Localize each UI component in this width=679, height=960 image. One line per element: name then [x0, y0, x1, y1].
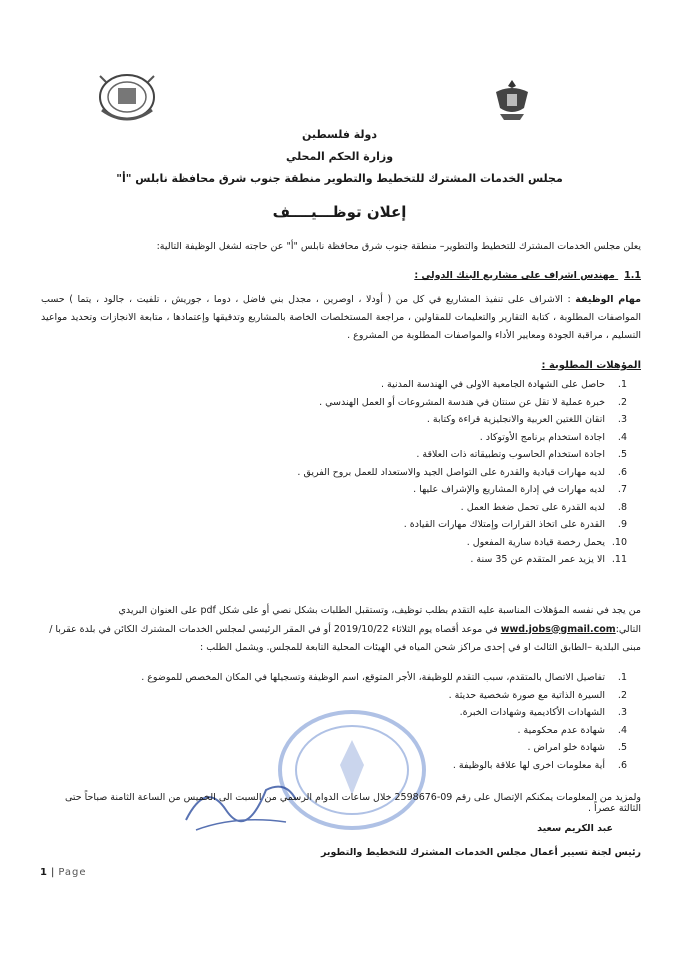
list-item — [59, 376, 627, 394]
item-number: 4. — [617, 724, 627, 736]
application-line: في موعد أقصاه يوم الثلاثاء 2019/10/22 أو في المقر الرئيسي لمجلس الخدمات المشترك الكائن في بلدة عقربا / — [49, 623, 501, 635]
item-text: حاصل على الشهادة الجامعية الاولى في الهندسة المدنية . — [381, 379, 605, 390]
ministry-name: وزارة الحكم المحلي — [285, 150, 394, 163]
contact-text: ولمزيد من المعلومات يمكنكم الإتصال على رقم 09-2598676 خلال ساعات الدوام الرسمي من السبت الى الخميس من الساعة الثامنة صباحاً حتى الثالثة عصراً . — [64, 792, 641, 814]
country-name: دولة فلسطين — [301, 128, 378, 141]
application-line: من يجد في نفسه المؤهلات المناسبة عليه التقدم بطلب توظيف، وتستقبل الطلبات بشكل نصي أو على شكل pdf على العنوان البريدي — [118, 605, 641, 616]
item-text: السيرة الذاتية مع صورة شخصية حديثة . — [448, 689, 605, 701]
application-line: مبنى البلدية –الطابق الثالث او في إحدى مراكز شحن المياه في الهيئات المحلية التابعة للمجلس. ويشمل الطلب : — [199, 642, 641, 653]
list-item — [59, 534, 627, 552]
list-item — [59, 464, 627, 482]
item-text: اتقان اللغتين العربية والانجليزية قراءة وكتابة . — [426, 414, 605, 425]
duties-label: مهام الوظيفة — [575, 294, 641, 305]
item-number: 11. — [611, 554, 627, 565]
application-line: التالي: — [615, 623, 641, 635]
item-text: شهادة خلو امراض . — [527, 742, 605, 753]
application-paragraph — [41, 602, 641, 658]
item-text: لديه مهارات قيادية والقدرة على التواصل الجيد والاستعداد للعمل بروح الفريق . — [297, 466, 605, 478]
duties-text: : الاشراف على تنفيذ المشاريع في كل من ( أودلا ، اوصرين ، مجدل بني فاضل ، دوما ، جوريش ، تلفيت ، جالود ، يتما ) حسب المواصفات المطلوبة ، كتابة التقارير والتعليمات للمقاولين ، مراجعة المستخلصات الخاصة بالمشاريع وتدقيقها وإعتمادها ، متابعة الانجازات وتحديد مواعيد التسليم ، مراقبة الجودة ومعايير الأداء والمواصفات المطلوبة من المشروع . — [41, 294, 641, 341]
item-number: 3. — [617, 707, 627, 718]
list-item — [59, 411, 627, 429]
list-item — [59, 499, 627, 517]
item-text: الشهادات الأكاديمية وشهادات الخبرة. — [459, 707, 605, 718]
item-number: 7. — [617, 484, 627, 495]
position-title: مهندس اشراف على مشاريع البنك الدولي : — [414, 270, 615, 281]
item-number: 8. — [617, 501, 627, 513]
item-number: 4. — [617, 431, 627, 443]
item-text: خبرة عملية لا تقل عن سنتان في هندسة المشروعات أو العمل الهندسي . — [319, 396, 605, 408]
item-text: اجادة استخدام برنامج الأوتوكاد . — [479, 431, 605, 443]
council-emblem-icon — [96, 70, 158, 125]
list-item — [59, 551, 627, 569]
item-number: 2. — [617, 689, 627, 701]
item-number: 10. — [611, 536, 627, 548]
footer-separator: | — [50, 867, 55, 878]
list-item — [59, 516, 627, 534]
eagle-emblem-icon — [492, 78, 532, 122]
list-item — [59, 669, 627, 687]
intro-text: يعلن مجلس الخدمات المشترك للتخطيط والتطوير– منطقة جنوب شرق محافظة نابلس "أ" عن حاجته لشغل الوظيفة التالية: — [156, 241, 641, 252]
item-number: 5. — [617, 742, 627, 753]
council-name: مجلس الخدمات المشترك للتخطيط والتطوير منطقة جنوب شرق محافظة نابلس "أ" — [116, 172, 563, 185]
duties-paragraph — [41, 291, 641, 345]
item-number: 2. — [617, 396, 627, 408]
signatory-name: عبد الكريم سعيد — [537, 823, 613, 834]
item-number: 6. — [617, 466, 627, 478]
page-title: إعلان توظـــيــــف — [272, 203, 407, 221]
position-heading — [414, 270, 641, 281]
item-text: تفاصيل الاتصال بالمتقدم، سبب التقدم للوظيفة، الأجر المتوقع، اسم الوظيفة وتسجيلها في المكان المخصص للموضوع . — [141, 672, 605, 683]
email-link[interactable]: wwd.jobs@gmail.com — [500, 623, 616, 635]
page-number: 1 — [40, 867, 47, 878]
list-item — [59, 429, 627, 447]
item-text: لديه القدرة على تحمل ضغط العمل . — [460, 501, 605, 513]
position-number: 1.1 — [624, 270, 641, 281]
page-footer — [40, 867, 87, 878]
qualifications-list — [59, 376, 627, 569]
item-text: أية معلومات اخرى لها علاقة بالوظيفة . — [452, 759, 605, 771]
list-item — [59, 446, 627, 464]
item-text: القدرة على اتخاذ القرارات وإمتلاك مهارات القيادة . — [403, 519, 605, 530]
list-item — [59, 394, 627, 412]
item-number: 6. — [617, 759, 627, 771]
item-text: شهادة عدم محكومية . — [517, 724, 605, 736]
item-number: 1. — [617, 672, 627, 683]
signatory-title: رئيس لجنة تسيير أعمال مجلس الخدمات المشترك للتخطيط والتطوير — [321, 847, 641, 858]
item-number: 1. — [617, 379, 627, 390]
list-item — [59, 687, 627, 705]
item-text: لديه مهارات في إدارة المشاريع والإشراف عليها . — [413, 484, 605, 495]
item-text: الا يزيد عمر المتقدم عن 35 سنة . — [470, 554, 605, 565]
list-item — [59, 481, 627, 499]
item-number: 3. — [617, 414, 627, 425]
item-number: 5. — [617, 449, 627, 460]
item-number: 9. — [617, 519, 627, 530]
item-text: يحمل رخصة قيادة سارية المفعول . — [466, 536, 605, 548]
item-text: اجادة استخدام الحاسوب وتطبيقاته ذات العلاقة . — [416, 449, 605, 460]
page-word: Page — [58, 867, 87, 878]
qualifications-heading: المؤهلات المطلوبة : — [541, 360, 641, 371]
